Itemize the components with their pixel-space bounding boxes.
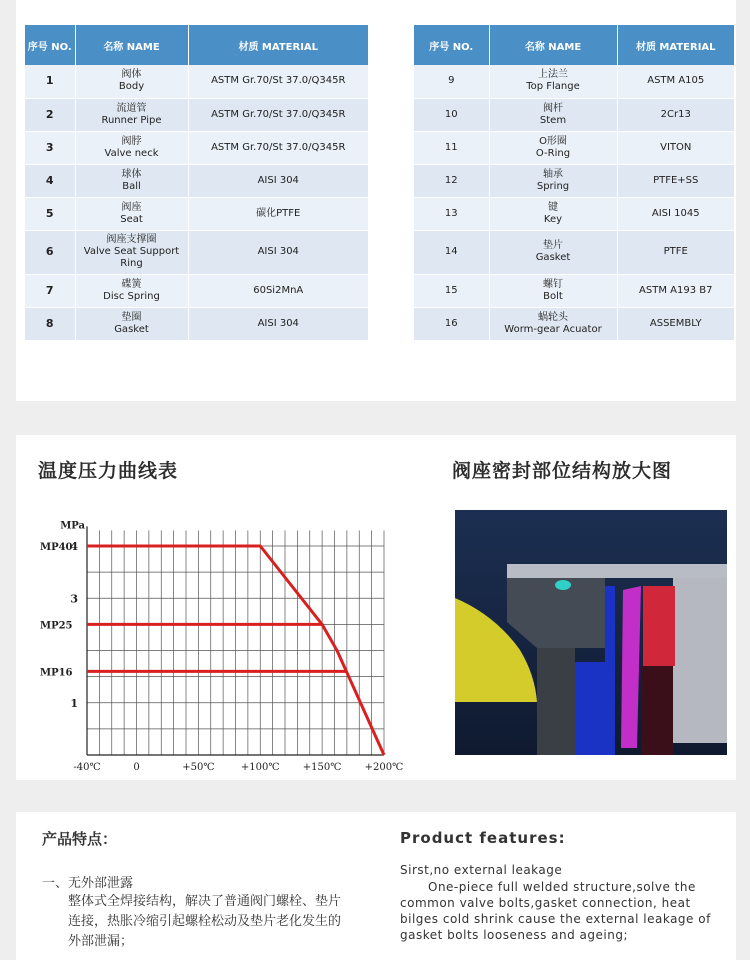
header-name: 名称 NAME [75, 25, 188, 65]
y-tick-label: 1 [70, 696, 78, 710]
name-cn: 垫片 [543, 240, 563, 251]
features-title-cn: 产品特点： [42, 830, 118, 848]
table-row [414, 307, 734, 340]
chart-section-title: 温度压力曲线表 [38, 460, 179, 482]
name-en: Valve neck [104, 147, 159, 159]
name-cn: 蜗轮头 [538, 311, 568, 323]
name-cn: 阀杆 [543, 102, 563, 114]
x-tick-label: +50℃ [182, 762, 215, 773]
support-ring [537, 648, 575, 755]
table-row [414, 131, 734, 164]
table-row [25, 65, 368, 98]
row-material: AISI 1045 [617, 197, 734, 230]
materials-table-right [414, 25, 734, 341]
row-name [489, 307, 617, 340]
row-name [489, 98, 617, 131]
row-name [75, 98, 188, 131]
header-material: 材质 MATERIAL [617, 25, 734, 65]
row-material: PTFE [617, 230, 734, 274]
row-no: 3 [25, 131, 75, 164]
row-material: ASTM A105 [617, 65, 734, 98]
y-marker-label: MP16 [40, 667, 73, 679]
x-tick-label: 0 [133, 762, 140, 773]
seat-seal-enlarged-diagram [455, 510, 727, 755]
name-en: Worm-gear Acuator [504, 323, 602, 335]
row-name [75, 230, 188, 274]
name-cn: O形圈 [539, 135, 567, 147]
name-cn: 阀体 [121, 69, 142, 81]
name-en: Seat [120, 213, 143, 225]
gasket-shape [643, 586, 675, 666]
row-no: 5 [25, 197, 75, 230]
y-tick-label: 3 [70, 592, 78, 606]
header-no: 序号 NO. [414, 25, 489, 65]
row-name [75, 307, 188, 340]
row-material: AISI 304 [188, 230, 368, 274]
name-cn: 球体 [121, 168, 142, 180]
name-en: Gasket [114, 323, 149, 335]
feature-body-cn: 整体式全焊接结构，解决了普通阀门螺栓、垫片连接，热胀冷缩引起螺栓松动及垫片老化发生的外部泄漏； [68, 894, 342, 949]
row-no: 1 [25, 65, 75, 98]
y-marker-label: MP40 [40, 542, 73, 553]
row-no: 7 [25, 274, 75, 307]
row-material: AISI 304 [188, 307, 368, 340]
table-row [25, 274, 368, 307]
name-cn: 阀脖 [121, 135, 142, 147]
row-no: 15 [414, 274, 489, 307]
table-row [25, 197, 368, 230]
row-material: 2Cr13 [617, 98, 734, 131]
name-cn: 流道管 [116, 102, 147, 114]
row-material: 60Si2MnA [188, 274, 368, 307]
table-row [414, 65, 734, 98]
table-row [414, 164, 734, 197]
x-tick-label: +150℃ [302, 762, 342, 773]
table-row [414, 197, 734, 230]
name-en: Stem [539, 114, 567, 126]
name-en: Bolt [543, 290, 563, 302]
row-name [75, 164, 188, 197]
name-cn: 螺钉 [543, 278, 563, 290]
x-tick-label: +100℃ [240, 762, 280, 773]
y-tick-label: 4 [70, 540, 78, 553]
row-name [75, 131, 188, 164]
row-no: 9 [414, 65, 489, 98]
table-row [414, 98, 734, 131]
name-en: Key [543, 213, 563, 225]
x-tick-label: +200℃ [364, 762, 404, 773]
row-name [489, 197, 617, 230]
row-material: ASSEMBLY [617, 307, 734, 340]
row-material: ASTM Gr.70/St 37.0/Q345R [188, 65, 368, 98]
row-material: ASTM Gr.70/St 37.0/Q345R [188, 98, 368, 131]
row-material: ASTM A193 B7 [617, 274, 734, 307]
table-row [25, 98, 368, 131]
table-row [25, 307, 368, 340]
body-wall [673, 578, 727, 743]
name-en: Disc Spring [103, 290, 160, 302]
table-row [414, 274, 734, 307]
chart-labels [40, 520, 403, 773]
name-cn: 碟簧 [121, 278, 142, 290]
row-no: 2 [25, 98, 75, 131]
name-en: Spring [536, 180, 570, 192]
row-name [75, 274, 188, 307]
y-marker-label: MP25 [40, 620, 73, 632]
x-tick-label: -40℃ [73, 762, 101, 773]
row-name [75, 65, 188, 98]
row-no: 12 [414, 164, 489, 197]
seal-section-title: 阀座密封部位结构放大图 [452, 460, 673, 482]
row-no: 16 [414, 307, 489, 340]
o-ring-shape [555, 580, 571, 590]
table-row [25, 131, 368, 164]
table-row [25, 164, 368, 197]
row-no: 13 [414, 197, 489, 230]
name-cn: 键 [548, 201, 558, 213]
row-no: 4 [25, 164, 75, 197]
row-no: 11 [414, 131, 489, 164]
feature-body-en: One-piece full welded structure,solve the common valve bolts,gasket connection, heat bilges cold shrink cause the external leakage of gasket bolts looseness and ageing; [400, 880, 711, 942]
name-en: Top Flange [526, 81, 580, 93]
name-cn: 上法兰 [538, 69, 568, 81]
name-en: Gasket [535, 252, 571, 263]
name-cn: 垫圈 [121, 311, 142, 323]
row-name [489, 164, 617, 197]
row-name [489, 230, 617, 274]
header-material: 材质 MATERIAL [188, 25, 368, 65]
table-row [25, 230, 368, 274]
row-material: 碳化PTFE [188, 197, 368, 230]
row-name [489, 65, 617, 98]
header-name: 名称 NAME [489, 25, 617, 65]
row-material: ASTM Gr.70/St 37.0/Q345R [188, 131, 368, 164]
name-cn: 轴承 [543, 168, 563, 180]
feature-heading-en: Sirst,no external leakage [400, 863, 563, 877]
name-cn: 阀座支撑圈 [106, 234, 157, 245]
name-en: Ball [122, 180, 141, 192]
name-cn: 阀座 [121, 201, 142, 213]
body-lip [507, 564, 727, 578]
row-no: 10 [414, 98, 489, 131]
row-name [489, 131, 617, 164]
row-name [489, 274, 617, 307]
chart-grid [87, 530, 384, 755]
name-en: Body [118, 81, 145, 93]
features-title-en: Product features: [400, 829, 566, 847]
name-en: Valve Seat Support Ring [83, 246, 180, 269]
row-material: PTFE+SS [617, 164, 734, 197]
header-no: 序号 NO. [25, 25, 75, 65]
gasket-shadow [641, 666, 673, 755]
name-en: O-Ring [535, 147, 571, 159]
pressure-temperature-chart [30, 500, 420, 775]
name-en: Runner Pipe [101, 114, 162, 126]
feature-heading-cn: 一、无外部泄露 [42, 876, 134, 891]
row-name [75, 197, 188, 230]
row-material: VITON [617, 131, 734, 164]
row-no: 8 [25, 307, 75, 340]
row-no: 14 [414, 230, 489, 274]
y-axis-title: MPa [60, 520, 85, 532]
row-material: AISI 304 [188, 164, 368, 197]
materials-table-left [25, 25, 368, 341]
table-row [414, 230, 734, 274]
row-no: 6 [25, 230, 75, 274]
